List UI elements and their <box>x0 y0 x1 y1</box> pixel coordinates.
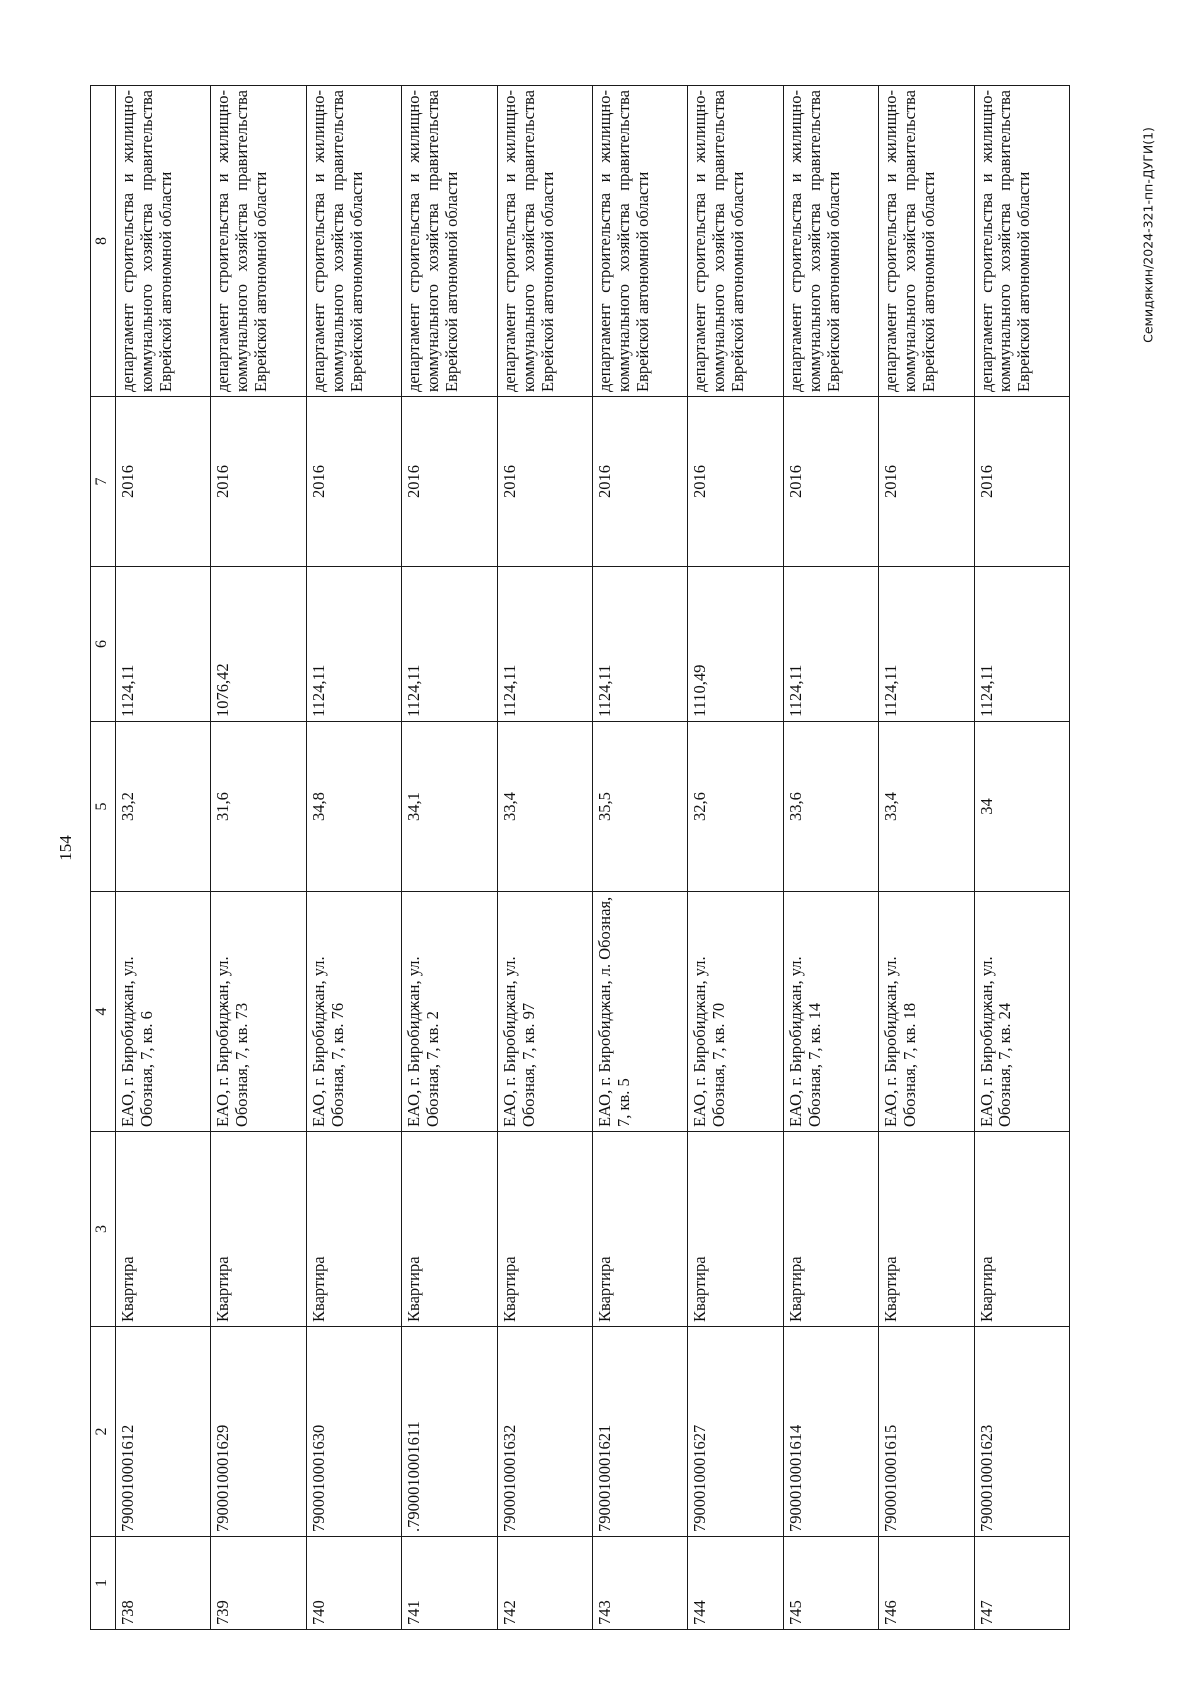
holder-cell: департамент строительства и жилищно-коммунального хозяйства правительства Еврейской автономной области <box>116 86 211 397</box>
cadastral-number-cell: 7900010001614 <box>783 1327 878 1537</box>
address-cell: ЕАО, г. Биробиджан, ул. Обозная, 7, кв. 24 <box>974 892 1069 1132</box>
column-header: 8 <box>91 86 116 397</box>
value-cell: 1124,11 <box>497 567 592 722</box>
table-row <box>402 86 497 1630</box>
year-cell: 2016 <box>306 397 401 567</box>
object-type-cell: Квартира <box>974 1132 1069 1327</box>
table-row <box>879 86 974 1630</box>
table-row <box>688 86 783 1630</box>
address-cell: ЕАО, г. Биробиджан, ул. Обозная, 7, кв. 2 <box>402 892 497 1132</box>
address-cell: ЕАО, г. Биробиджан, ул. Обозная, 7, кв. 76 <box>306 892 401 1132</box>
area-cell: 31,6 <box>211 722 306 892</box>
cadastral-number-cell: 7900010001627 <box>688 1327 783 1537</box>
cadastral-number-cell: 7900010001629 <box>211 1327 306 1537</box>
value-cell: 1124,11 <box>592 567 687 722</box>
address-cell: ЕАО, г. Биробиджан, ул. Обозная, 7, кв. 14 <box>783 892 878 1132</box>
row-number-cell: 738 <box>116 1537 211 1630</box>
holder-cell: департамент строительства и жилищно-коммунального хозяйства правительства Еврейской автономной области <box>211 86 306 397</box>
cadastral-number-cell: 7900010001612 <box>116 1327 211 1537</box>
column-header: 2 <box>91 1327 116 1537</box>
row-number-cell: 744 <box>688 1537 783 1630</box>
year-cell: 2016 <box>402 397 497 567</box>
cadastral-number-cell: 7900010001632 <box>497 1327 592 1537</box>
holder-cell: департамент строительства и жилищно-коммунального хозяйства правительства Еврейской автономной области <box>974 86 1069 397</box>
object-type-cell: Квартира <box>116 1132 211 1327</box>
column-header: 5 <box>91 722 116 892</box>
table-header-row <box>91 86 116 1630</box>
holder-cell: департамент строительства и жилищно-коммунального хозяйства правительства Еврейской автономной области <box>688 86 783 397</box>
holder-cell: департамент строительства и жилищно-коммунального хозяйства правительства Еврейской автономной области <box>497 86 592 397</box>
value-cell: 1124,11 <box>974 567 1069 722</box>
holder-cell: департамент строительства и жилищно-коммунального хозяйства правительства Еврейской автономной области <box>402 86 497 397</box>
address-cell: ЕАО, г. Биробиджан, ул. Обозная, 7, кв. 97 <box>497 892 592 1132</box>
object-type-cell: Квартира <box>402 1132 497 1327</box>
value-cell: 1110,49 <box>688 567 783 722</box>
value-cell: 1124,11 <box>306 567 401 722</box>
table-body <box>116 86 1070 1630</box>
cadastral-number-cell: 7900010001615 <box>879 1327 974 1537</box>
table-row <box>306 86 401 1630</box>
address-cell: ЕАО, г. Биробиджан, ул. Обозная, 7, кв. 18 <box>879 892 974 1132</box>
year-cell: 2016 <box>116 397 211 567</box>
year-cell: 2016 <box>592 397 687 567</box>
page-number: 154 <box>56 835 75 861</box>
cadastral-number-cell: 7900010001630 <box>306 1327 401 1537</box>
area-cell: 33,4 <box>497 722 592 892</box>
year-cell: 2016 <box>783 397 878 567</box>
value-cell: 1124,11 <box>783 567 878 722</box>
row-number-cell: 742 <box>497 1537 592 1630</box>
area-cell: 34,1 <box>402 722 497 892</box>
row-number-cell: 745 <box>783 1537 878 1630</box>
table-row <box>211 86 306 1630</box>
object-type-cell: Квартира <box>211 1132 306 1327</box>
holder-cell: департамент строительства и жилищно-коммунального хозяйства правительства Еврейской автономной области <box>783 86 878 397</box>
row-number-cell: 741 <box>402 1537 497 1630</box>
year-cell: 2016 <box>688 397 783 567</box>
table-row <box>497 86 592 1630</box>
column-header: 6 <box>91 567 116 722</box>
column-header: 4 <box>91 892 116 1132</box>
row-number-cell: 740 <box>306 1537 401 1630</box>
table-row <box>974 86 1069 1630</box>
object-type-cell: Квартира <box>688 1132 783 1327</box>
area-cell: 32,6 <box>688 722 783 892</box>
value-cell: 1124,11 <box>116 567 211 722</box>
value-cell: 1124,11 <box>879 567 974 722</box>
holder-cell: департамент строительства и жилищно-коммунального хозяйства правительства Еврейской автономной области <box>306 86 401 397</box>
holder-cell: департамент строительства и жилищно-коммунального хозяйства правительства Еврейской автономной области <box>879 86 974 397</box>
year-cell: 2016 <box>879 397 974 567</box>
rotated-table-container <box>90 86 1070 1630</box>
cadastral-number-cell: .7900010001611 <box>402 1327 497 1537</box>
table-row <box>592 86 687 1630</box>
column-header: 1 <box>91 1537 116 1630</box>
object-type-cell: Квартира <box>879 1132 974 1327</box>
holder-cell: департамент строительства и жилищно-коммунального хозяйства правительства Еврейской автономной области <box>592 86 687 397</box>
document-code: Семидякин/2024-321-пп-ДУГИ(1) <box>1140 127 1156 343</box>
cadastral-number-cell: 7900010001623 <box>974 1327 1069 1537</box>
address-cell: ЕАО, г. Биробиджан, ул. Обозная, 7, кв. 73 <box>211 892 306 1132</box>
year-cell: 2016 <box>974 397 1069 567</box>
table-row <box>116 86 211 1630</box>
table-row <box>783 86 878 1630</box>
row-number-cell: 746 <box>879 1537 974 1630</box>
column-header: 3 <box>91 1132 116 1327</box>
area-cell: 34,8 <box>306 722 401 892</box>
area-cell: 33,4 <box>879 722 974 892</box>
row-number-cell: 747 <box>974 1537 1069 1630</box>
area-cell: 33,2 <box>116 722 211 892</box>
area-cell: 34 <box>974 722 1069 892</box>
property-register-table <box>90 85 1070 1630</box>
object-type-cell: Квартира <box>592 1132 687 1327</box>
address-cell: ЕАО, г. Биробиджан, л. Обозная, 7, кв. 5 <box>592 892 687 1132</box>
object-type-cell: Квартира <box>783 1132 878 1327</box>
area-cell: 33,6 <box>783 722 878 892</box>
row-number-cell: 739 <box>211 1537 306 1630</box>
area-cell: 35,5 <box>592 722 687 892</box>
address-cell: ЕАО, г. Биробиджан, ул. Обозная, 7, кв. 70 <box>688 892 783 1132</box>
row-number-cell: 743 <box>592 1537 687 1630</box>
address-cell: ЕАО, г. Биробиджан, ул. Обозная, 7, кв. 6 <box>116 892 211 1132</box>
year-cell: 2016 <box>497 397 592 567</box>
value-cell: 1124,11 <box>402 567 497 722</box>
object-type-cell: Квартира <box>497 1132 592 1327</box>
value-cell: 1076,42 <box>211 567 306 722</box>
object-type-cell: Квартира <box>306 1132 401 1327</box>
cadastral-number-cell: 7900010001621 <box>592 1327 687 1537</box>
column-header: 7 <box>91 397 116 567</box>
year-cell: 2016 <box>211 397 306 567</box>
